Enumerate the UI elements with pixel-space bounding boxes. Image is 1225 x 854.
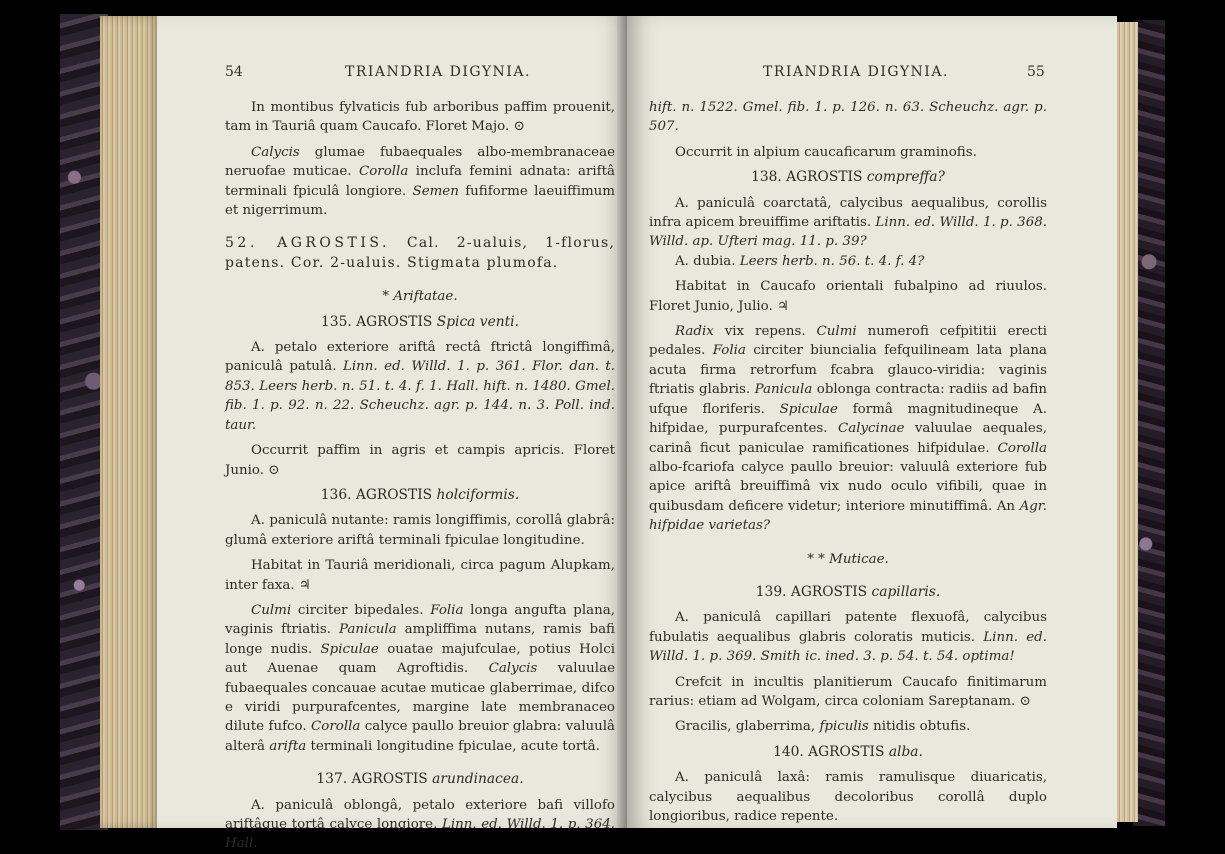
right-text-column	[649, 98, 1047, 826]
paragraph: A. petalo exteriore ariftâ rectâ ftrictâ longiffimâ, paniculâ patulâ. Linn. ed. Willd. 1. p. 361. Flor. dan. t. 853. Leers herb. n. 51. t. 4. f. 1. Hall. hift. n. 1480. Gmel. fib. 1. p. 92. n. 22. Scheuchz. agr. p. 144. n. 3. Poll. ind. taur.	[225, 340, 615, 433]
paragraph: A. paniculâ capillari patente flexuofâ, calycibus fubulatis aequalibus glabris coloratis muticis. Linn. ed. Willd. 1. p. 369. Smith ic. ined. 3. p. 54. t. 54. optima!	[649, 610, 1047, 665]
paragraph: A. paniculâ nutante: ramis longiffimis, corollâ glabrâ: glumâ exteriore ariftâ terminali fpiculae longitudine.	[225, 513, 615, 548]
paragraph: Habitat in Caucafo orientali fubalpino ad riuulos. Floret Junio, Julio. ♃	[649, 279, 1047, 314]
species-title: 136. AGROSTIS holciformis.	[320, 486, 520, 503]
paragraph: Culmi circiter bipedales. Folia longa angufta plana, vaginis ftriatis. Panicula ampliffima nutans, ramis bafi longe nudis. Spiculae ouatae majufculae, potius Holci aut Auenae quam Agroftidis. Calycis valuulae fubaequales concauae acutae muticae glaberrimae, difco e viridi purpurafcentes, margine late membranaceo dilute fufco. Corolla calyce paullo breuior glabra: valuulâ alterâ arifta terminali longitudine fpiculae, acute tortâ.	[225, 602, 615, 754]
paragraph: Radix vix repens. Culmi numerofi cefpititii erecti pedales. Folia circiter biuncialia fefquilineam lata plana acuta firma retrorfum fcabra glauco-viridia: vaginis ftriatis glabris. Panicula oblonga contracta: radiis ad bafin ufque floriferis. Spiculae formâ magnitudineque A. hifpidae, purpurafcentes. Calycinae valuulae aequales, carinâ ficut paniculae ramificationes hifpidulae. Corolla albo-fcariofa calyce paullo breuior: valuulâ exteriore fub apice ariftâ breuiffimâ vix nudo oculo vifibili, quae in quibusdam deficere videtur; interiore minutiffimâ. An Agr. hifpidae varietas?	[649, 324, 1048, 534]
running-header-right: TRIANDRIA DIGYNIA.	[763, 64, 949, 80]
paragraph: A. dubia. Leers herb. n. 56. t. 4. f. 4?	[675, 253, 925, 269]
left-text-column	[225, 98, 615, 854]
running-header-left: TRIANDRIA DIGYNIA.	[345, 64, 531, 80]
paragraph: A. paniculâ coarctatâ, calycibus aequalibus, corollis infra apicem breuiffime ariftatis. Linn. ed. Willd. 1. p. 368. Willd. ap. Ufteri mag. 11. p. 39?	[649, 195, 1047, 250]
right-page	[627, 16, 1117, 828]
genus-heading: 52. AGROSTIS. Cal. 2-ualuis, 1-florus, patens. Cor. 2-ualuis. Stigmata plumofa.	[225, 235, 616, 271]
page-number-right: 55	[1027, 64, 1045, 80]
paragraph: In montibus fylvaticis fub arboribus paffim prouenit, tam in Tauriâ quam Caucafo. Floret Majo. ⊙	[225, 100, 615, 135]
paragraph: A. paniculâ laxâ: ramis ramulisque diuaricatis, calycibus aequalibus decoloribus corollâ duplo longioribus, radice repente.	[649, 770, 1047, 824]
paragraph: Crefcit in incultis planitierum Caucafo finitimarum rarius: etiam ad Wolgam, circa coloniam Sareptanam. ⊙	[649, 674, 1047, 709]
species-title: 137. AGROSTIS arundinacea.	[316, 771, 524, 788]
paragraph: Occurrit in alpium caucaficarum graminofis.	[675, 144, 977, 160]
page-number-left: 54	[225, 64, 243, 80]
paragraph: Occurrit paffim in agris et campis apricis. Floret Junio. ⊙	[225, 443, 615, 478]
section-heading: * * Muticae.	[807, 551, 889, 567]
page-edges-left	[100, 16, 160, 828]
species-title: 138. AGROSTIS compreffa?	[751, 169, 945, 186]
species-title: 135. AGROSTIS Spica venti.	[321, 313, 519, 330]
paragraph: Calycis glumae fubaequales albo-membranaceae neruofae muticae. Corolla inclufa femini adnata: ariftâ terminali fpiculâ longiore. Semen fufiforme laeuiffimum et nigerrimum.	[225, 144, 615, 219]
species-title: 139. AGROSTIS capillaris.	[755, 583, 941, 600]
paragraph: hift. n. 1522. Gmel. fib. 1. p. 126. n. 63. Scheuchz. agr. p. 507.	[649, 100, 1047, 135]
paragraph: Gracilis, glaberrima, fpiculis nitidis obtufis.	[675, 719, 971, 735]
paragraph: Habitat in Tauriâ meridionali, circa pagum Alupkam, inter faxa. ♃	[225, 558, 615, 593]
paragraph: A. paniculâ oblongâ, petalo exteriore bafi villofo ariftâque tortâ calyce longiore. Linn. ed. Willd. 1. p. 364. Hall.	[225, 797, 615, 852]
section-heading: * Ariftatae.	[382, 289, 458, 305]
left-page	[157, 16, 627, 852]
species-title: 140. AGROSTIS alba.	[773, 743, 923, 760]
